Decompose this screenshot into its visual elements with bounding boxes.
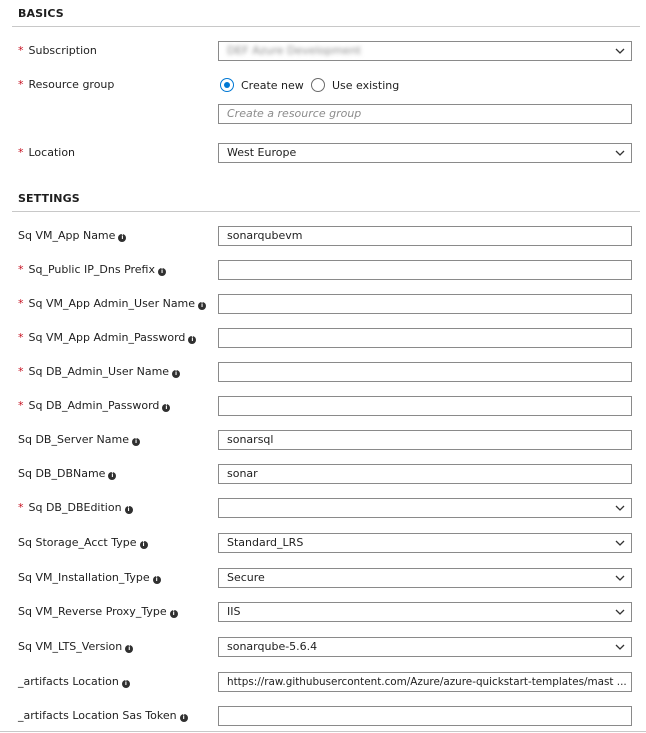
artifacts-location-row <box>0 671 646 693</box>
field-label-text: Sq DB_DBEdition <box>28 501 122 514</box>
artifacts-location-input[interactable] <box>218 672 632 692</box>
resource-group-input[interactable] <box>218 104 632 124</box>
field-label-text: _artifacts Location Sas Token <box>18 709 177 722</box>
required-marker: * <box>18 297 24 310</box>
sq-vm-app-admin-password-label <box>18 331 196 344</box>
chevron-down-icon <box>615 642 625 652</box>
info-icon[interactable]: i <box>198 302 206 310</box>
required-marker: * <box>18 146 24 159</box>
radio-use-existing[interactable] <box>311 76 399 94</box>
sq-vm-installation-type-select[interactable] <box>218 568 632 588</box>
info-icon[interactable]: i <box>132 438 140 446</box>
sq-storage-acct-type-select[interactable] <box>218 533 632 553</box>
sq-db-dbedition-select[interactable] <box>218 498 632 518</box>
field-label-text: Sq Storage_Acct Type <box>18 536 137 549</box>
sq-db-server-name-input[interactable] <box>218 430 632 450</box>
info-icon[interactable]: i <box>172 370 180 378</box>
sq-vm-app-name-label <box>18 229 126 242</box>
required-marker: * <box>18 263 24 276</box>
field-label-text: Sq VM_App Name <box>18 229 116 242</box>
resource-group-row <box>0 74 646 134</box>
sq-storage-acct-type-row <box>0 532 646 554</box>
field-value: Standard_LRS <box>227 536 304 549</box>
field-label-text: Sq DB_Admin_User Name <box>28 365 170 378</box>
basics-divider <box>12 26 640 27</box>
sq-db-admin-user-name-row <box>0 361 646 383</box>
settings-heading: SETTINGS <box>18 192 80 205</box>
sq-vm-installation-type-label <box>18 571 161 584</box>
radio-create-new-dot[interactable] <box>220 78 234 92</box>
field-label-text: Sq VM_LTS_Version <box>18 640 123 653</box>
chevron-down-icon <box>615 607 625 617</box>
radio-use-existing-label: Use existing <box>332 78 400 92</box>
sq-vm-lts-version-row <box>0 636 646 658</box>
field-label-text: Sq VM_Installation_Type <box>18 571 150 584</box>
sq-db-admin-user-name-input[interactable] <box>218 362 632 382</box>
location-select[interactable] <box>218 143 632 163</box>
field-label-text: _artifacts Location <box>18 675 119 688</box>
resource-group-placeholder: Create a resource group <box>227 107 362 120</box>
location-value: West Europe <box>227 146 297 159</box>
subscription-label <box>18 44 97 57</box>
sq-public-ip-dns-prefix-input[interactable] <box>218 260 632 280</box>
field-value: https://raw.githubusercontent.com/Azure/azure-quickstart-templates/mast ... <box>227 676 627 688</box>
required-marker: * <box>18 44 24 57</box>
sq-db-admin-password-input[interactable] <box>218 396 632 416</box>
artifacts-location-sas-token-label <box>18 709 188 722</box>
sq-db-admin-password-row <box>0 395 646 417</box>
sq-vm-reverse-proxy-type-select[interactable] <box>218 602 632 622</box>
required-marker: * <box>18 399 24 412</box>
sq-db-dbedition-label <box>18 501 133 514</box>
chevron-down-icon <box>615 46 625 56</box>
field-value: sonarsql <box>227 433 274 446</box>
resource-group-label-text: Resource group <box>28 78 115 91</box>
bottom-divider <box>0 731 646 732</box>
info-icon[interactable]: i <box>122 680 130 688</box>
field-label-text: Sq DB_DBName <box>18 467 106 480</box>
sq-vm-app-admin-password-row <box>0 327 646 349</box>
sq-db-server-name-row <box>0 429 646 451</box>
sq-public-ip-dns-prefix-label <box>18 263 166 276</box>
sq-vm-reverse-proxy-type-row <box>0 601 646 623</box>
field-value: sonarqubevm <box>227 229 303 242</box>
sq-db-admin-password-label <box>18 399 170 412</box>
chevron-down-icon <box>615 148 625 158</box>
info-icon[interactable]: i <box>170 610 178 618</box>
sq-db-dbname-input[interactable] <box>218 464 632 484</box>
sq-db-admin-user-name-label <box>18 365 180 378</box>
sq-vm-lts-version-label <box>18 640 133 653</box>
chevron-down-icon <box>615 503 625 513</box>
field-label-text: Sq VM_Reverse Proxy_Type <box>18 605 167 618</box>
sq-public-ip-dns-prefix-row <box>0 259 646 281</box>
sq-vm-app-admin-user-name-label <box>18 297 206 310</box>
location-label-text: Location <box>28 146 76 159</box>
radio-create-new[interactable] <box>220 76 304 94</box>
field-label-text: Sq_Public IP_Dns Prefix <box>28 263 155 276</box>
sq-vm-installation-type-row <box>0 567 646 589</box>
required-marker: * <box>18 78 24 91</box>
chevron-down-icon <box>615 538 625 548</box>
field-value: Secure <box>227 571 265 584</box>
subscription-value: DEF Azure Development <box>227 44 362 57</box>
required-marker: * <box>18 331 24 344</box>
info-icon[interactable]: i <box>125 645 133 653</box>
field-value: sonar <box>227 467 258 480</box>
sq-vm-app-name-row <box>0 225 646 247</box>
location-label <box>18 146 75 159</box>
location-row <box>0 142 646 164</box>
radio-create-new-label: Create new <box>241 78 304 92</box>
subscription-select[interactable] <box>218 41 632 61</box>
field-label-text: Sq VM_App Admin_User Name <box>28 297 196 310</box>
info-icon[interactable]: i <box>158 268 166 276</box>
artifacts-location-label <box>18 675 130 688</box>
info-icon[interactable]: i <box>118 234 126 242</box>
field-label-text: Sq DB_Admin_Password <box>28 399 160 412</box>
info-icon[interactable]: i <box>153 576 161 584</box>
radio-use-existing-dot[interactable] <box>311 78 325 92</box>
sq-db-server-name-label <box>18 433 140 446</box>
required-marker: * <box>18 501 24 514</box>
sq-vm-app-admin-password-input[interactable] <box>218 328 632 348</box>
basics-heading: BASICS <box>18 7 64 20</box>
artifacts-location-sas-token-row <box>0 705 646 727</box>
resource-group-label <box>18 78 114 91</box>
info-icon[interactable]: i <box>180 714 188 722</box>
info-icon[interactable]: i <box>188 336 196 344</box>
sq-vm-app-admin-user-name-input[interactable] <box>218 294 632 314</box>
chevron-down-icon <box>615 573 625 583</box>
info-icon[interactable]: i <box>125 506 133 514</box>
field-label-text: Sq VM_App Admin_Password <box>28 331 186 344</box>
sq-db-dbedition-row <box>0 497 646 519</box>
subscription-label-text: Subscription <box>28 44 97 57</box>
sq-db-dbname-row <box>0 463 646 485</box>
field-label-text: Sq DB_Server Name <box>18 433 129 446</box>
required-marker: * <box>18 365 24 378</box>
info-icon[interactable]: i <box>162 404 170 412</box>
settings-divider <box>12 211 640 212</box>
info-icon[interactable]: i <box>108 472 116 480</box>
sq-storage-acct-type-label <box>18 536 148 549</box>
sq-vm-app-name-input[interactable] <box>218 226 632 246</box>
sq-vm-app-admin-user-name-row <box>0 293 646 315</box>
field-value: sonarqube-5.6.4 <box>227 640 318 653</box>
subscription-row <box>0 40 646 62</box>
sq-db-dbname-label <box>18 467 116 480</box>
sq-vm-reverse-proxy-type-label <box>18 605 178 618</box>
sq-vm-lts-version-select[interactable] <box>218 637 632 657</box>
field-value: IIS <box>227 605 241 618</box>
info-icon[interactable]: i <box>140 541 148 549</box>
artifacts-location-sas-token-input[interactable] <box>218 706 632 726</box>
